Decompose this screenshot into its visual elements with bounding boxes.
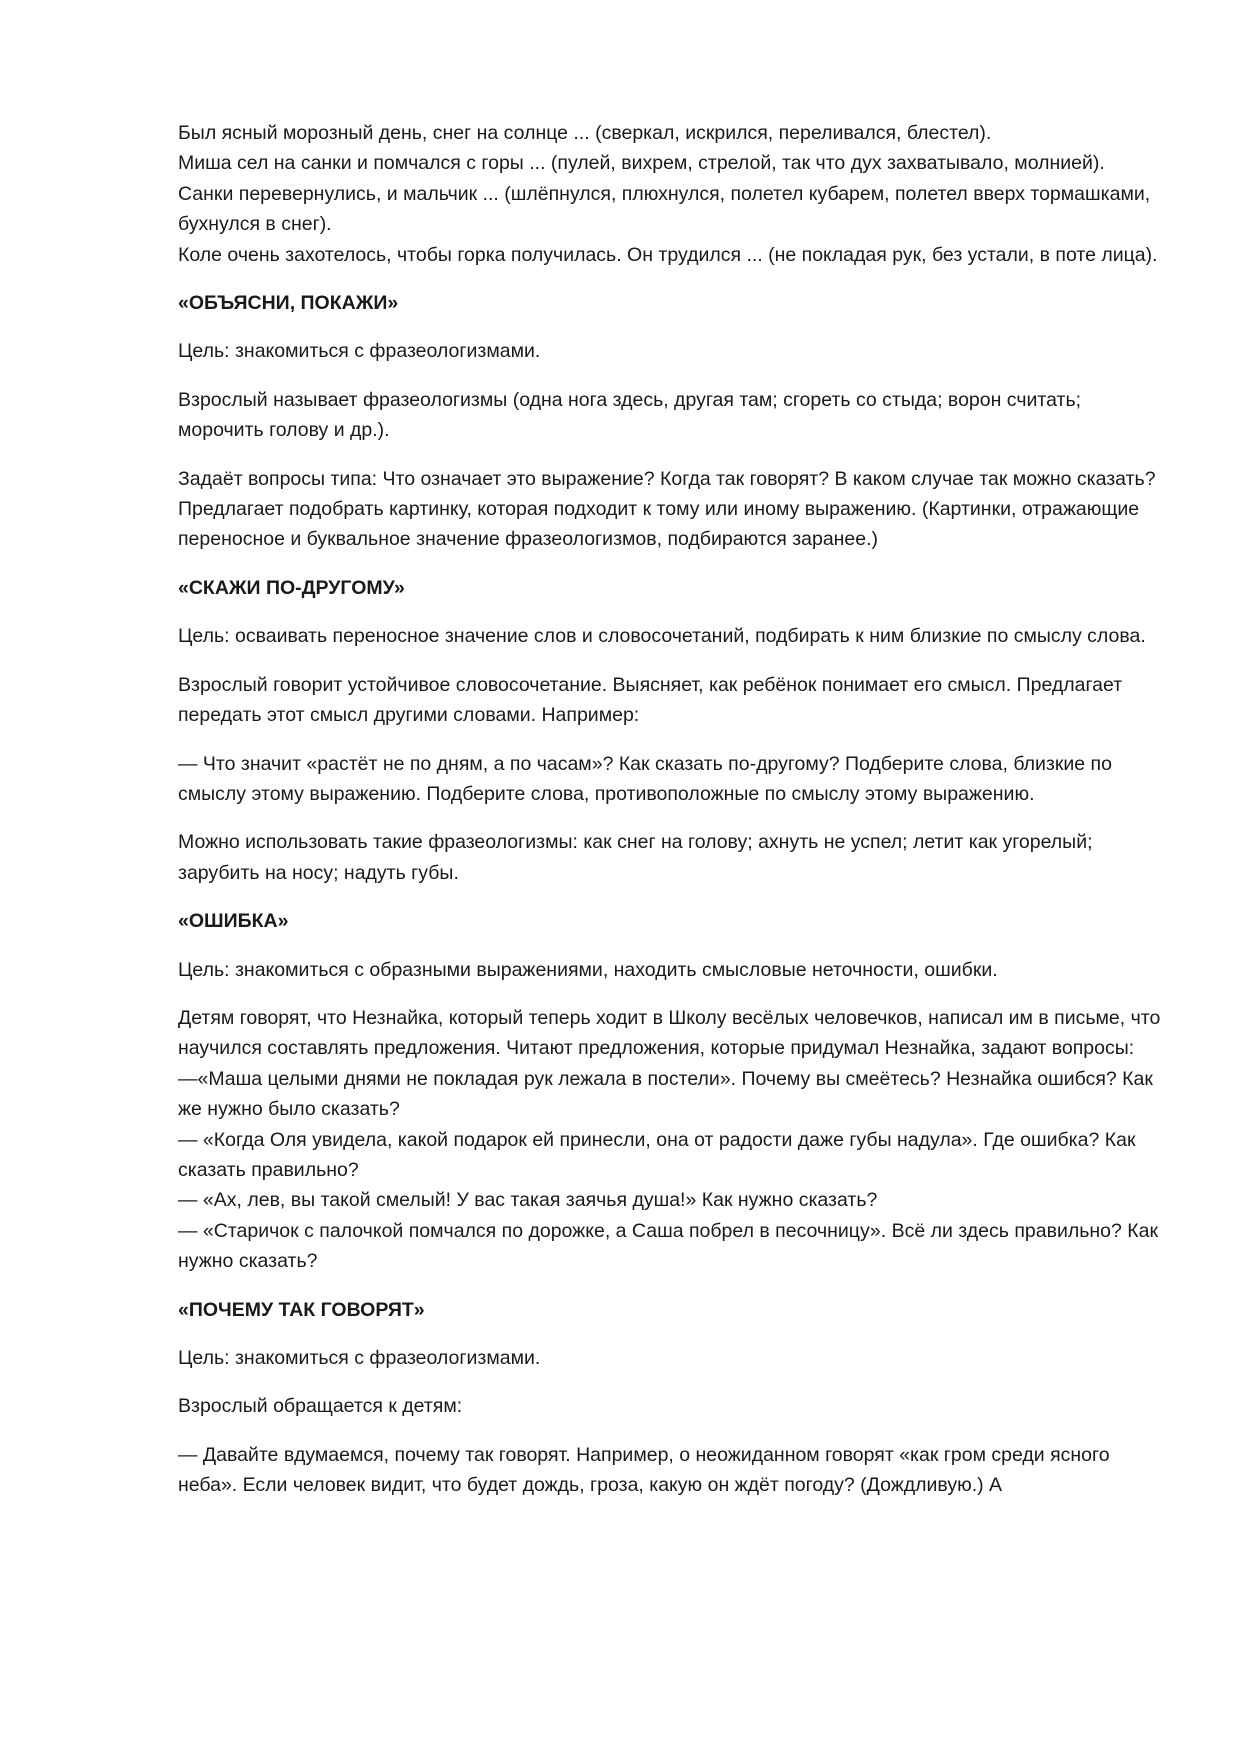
paragraph: — Что значит «растёт не по дням, а по часам»? Как сказать по-другому? Подберите слова, близкие по смыслу этому выражению. Подберите слова, противоположные по смыслу этому выражению. [178, 752, 1112, 805]
section-goal: Цель: осваивать переносное значение слов и словосочетаний, подбирать к ним близкие по смыслу слова. [178, 625, 1146, 648]
section-heading: «ОШИБКА» [178, 910, 289, 933]
paragraph: Взрослый обращается к детям: [178, 1395, 463, 1418]
paragraph: — Давайте вдумаемся, почему так говорят. Например, о неожиданном говорят «как гром среди ясного неба». Если человек видит, что будет дождь, гроза, какую он ждёт погоду? (Дождливую.) А [178, 1443, 1110, 1497]
section-heading: «ОБЪЯСНИ, ПОКАЖИ» [178, 292, 399, 315]
paragraph: Детям говорят, что Незнайка, который теперь ходит в Школу весёлых человечков, написал им в письме, что научился составлять предложения. Читают предложения, которые придумал Незнайка, задают вопросы: [178, 1006, 1161, 1060]
intro-line: Миша сел на санки и помчался с горы ... (пулей, вихрем, стрелой, так что дух захватывало, молнией). [178, 152, 1105, 175]
section-heading: «СКАЖИ ПО-ДРУГОМУ» [178, 576, 405, 599]
section-goal: Цель: знакомиться с фразеологизмами. [178, 1347, 541, 1369]
section-heading: «ПОЧЕМУ ТАК ГОВОРЯТ» [178, 1298, 425, 1321]
section-goal: Цель: знакомиться с фразеологизмами. [178, 340, 541, 363]
intro-line: Санки перевернулись, и мальчик ... (шлёпнулся, плюхнулся, полетел кубарем, полетел вверх тормашками, бухнулся в снег). [178, 182, 1151, 236]
paragraph: Можно использовать такие фразеологизмы: как снег на голову; ахнуть не успел; летит как угорелый; зарубить на носу; надуть губы. [178, 831, 1093, 884]
dialogue-line: — «Старичок с палочкой помчался по дорожке, а Саша побрел в песочницу». Всё ли здесь правильно? Как нужно сказать? [178, 1219, 1159, 1273]
document-page [178, 118, 1168, 1501]
paragraph: Взрослый говорит устойчивое словосочетание. Выясняет, как ребёнок понимает его смысл. Предлагает передать этот смысл другими словами. Например: [178, 673, 1123, 727]
dialogue-line: —«Маша целыми днями не покладая рук лежала в постели». Почему вы смеётесь? Незнайка ошибся? Как же нужно было сказать? [178, 1067, 1153, 1121]
dialogue-line: — «Ах, лев, вы такой смелый! У вас такая заячья душа!» Как нужно сказать? [178, 1189, 878, 1212]
paragraph: Задаёт вопросы типа: Что означает это выражение? Когда так говорят? В каком случае так можно сказать? Предлагает подобрать картинку, которая подходит к тому или иному выражению. (Картинки, отражающие переносное и буквальное значение фразеологизмов, подбираются заранее.) [178, 467, 1156, 551]
paragraph: Взрослый называет фразеологизмы (одна нога здесь, другая там; сгореть со стыда; ворон считать; морочить голову и др.). [178, 388, 1082, 442]
intro-line: Был ясный морозный день, снег на солнце ... (сверкал, искрился, переливался, блестел). [178, 122, 992, 144]
section-goal: Цель: знакомиться с образными выражениями, находить смысловые неточности, ошибки. [178, 958, 998, 981]
dialogue-line: — «Когда Оля увидела, какой подарок ей принесли, она от радости даже губы надула». Где ошибка? Как сказать правильно? [178, 1128, 1136, 1181]
intro-line: Коле очень захотелось, чтобы горка получилась. Он трудился ... (не покладая рук, без устали, в поте лица). [178, 243, 1158, 266]
